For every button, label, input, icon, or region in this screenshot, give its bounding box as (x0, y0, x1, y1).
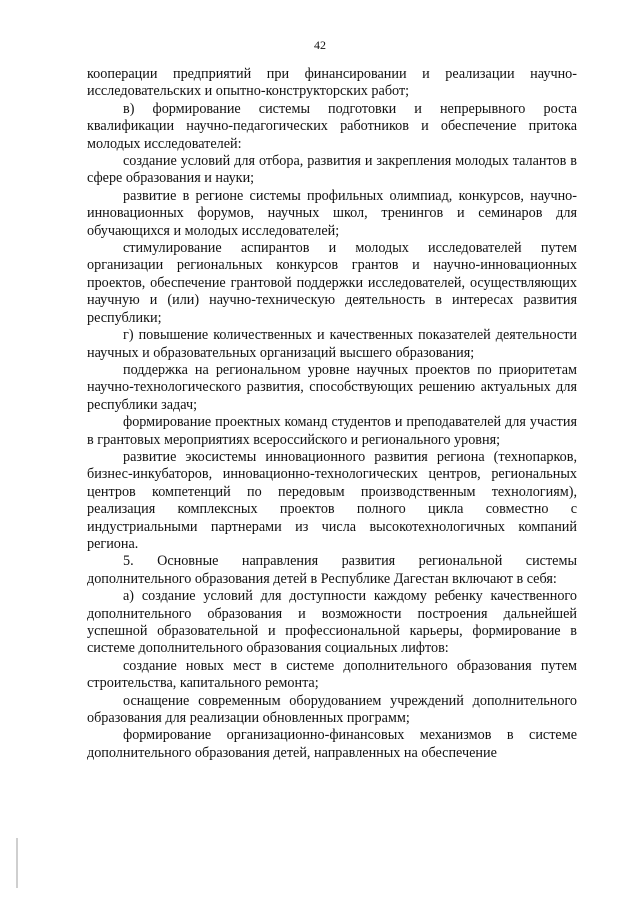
document-body (87, 66, 577, 762)
paragraph: а) создание условий для доступности каждому ребенку качественного дополнительного образования и возможности построения дальнейшей успешной образовательной и профессиональной карьеры, формирование в системе дополнительного образования социальных лифтов: (87, 588, 577, 657)
paragraph: формирование организационно-финансовых механизмов в системе дополнительного образования детей, направленных на обеспечение (87, 727, 577, 761)
paragraph: 5. Основные направления развития региональной системы дополнительного образования детей в Республике Дагестан включают в себя: (87, 553, 577, 587)
paragraph: создание условий для отбора, развития и закрепления молодых талантов в сфере образования и науки; (87, 153, 577, 187)
paragraph: стимулирование аспирантов и молодых исследователей путем организации региональных конкурсов грантов и научно-инновационных проектов, обеспечение грантовой поддержки исследователей, осуществляющих научную и (или) научно-техническую деятельность в интересах развития республики; (87, 240, 577, 326)
paragraph: в) формирование системы подготовки и непрерывного роста квалификации научно-педагогических работников и обеспечение притока молодых исследователей: (87, 100, 577, 152)
paragraph: кооперации предприятий при финансировании и реализации научно-исследовательских и опытно-конструкторских работ; (87, 66, 577, 100)
paragraph: оснащение современным оборудованием учреждений дополнительного образования для реализации обновленных программ; (87, 692, 577, 727)
paragraph: формирование проектных команд студентов и преподавателей для участия в грантовых мероприятиях всероссийского и регионального уровня; (87, 414, 577, 448)
paragraph: развитие экосистемы инновационного развития региона (технопарков, бизнес-инкубаторов, инновационно-технологических центров, региональных центров компетенций по передовым производственным технологиям), реализация комплексных проектов полного цикла совместно с индустриальными партнерами из числа высокотехнологичных компаний региона. (87, 448, 577, 552)
page-number: 42 (314, 38, 326, 52)
scan-edge-mark (16, 838, 18, 888)
paragraph: поддержка на региональном уровне научных проектов по приоритетам научно-технологического развития, способствующих решению актуальных для республики задач; (87, 361, 577, 413)
paragraph: развитие в регионе системы профильных олимпиад, конкурсов, научно-инновационных форумов, научных школ, тренингов и семинаров для обучающихся и молодых исследователей; (87, 187, 577, 239)
paragraph: г) повышение количественных и качественных показателей деятельности научных и образовательных организаций высшего образования; (87, 327, 577, 361)
paragraph: создание новых мест в системе дополнительного образования путем строительства, капитального ремонта; (87, 657, 577, 692)
